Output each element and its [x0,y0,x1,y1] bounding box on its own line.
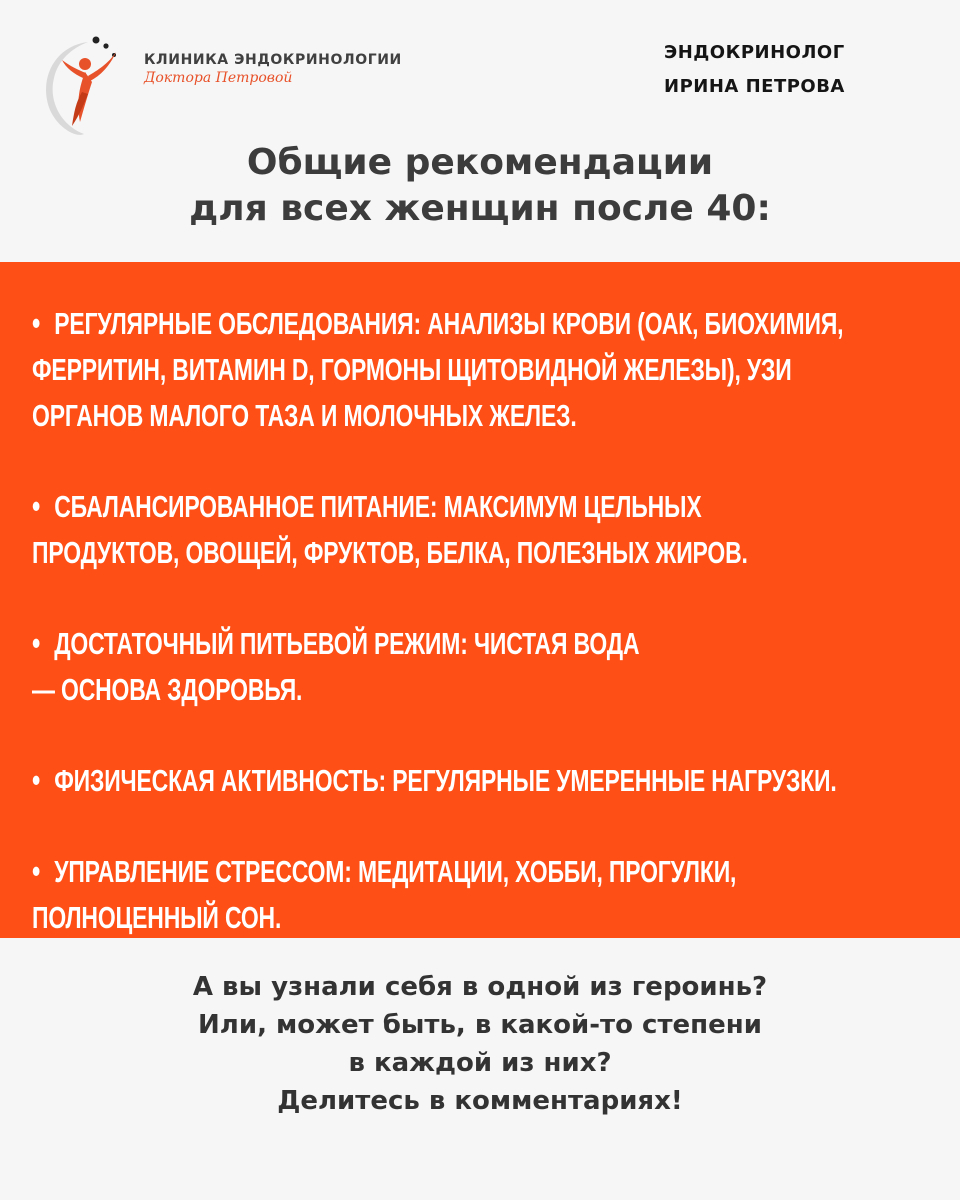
recommendation-checkups [32,300,952,439]
recommendation-line: ПОЛНОЦЕННЫЙ СОН. [32,900,282,935]
recommendation-nutrition [32,483,952,576]
recommendation-stress [32,848,952,941]
bullet-icon: • [32,853,41,889]
clinic-logo [36,30,436,140]
page-title-line-2: для всех женщин после 40: [189,188,771,229]
recommendations-list [32,300,952,941]
page-title [0,140,960,232]
clinic-logo-icon [36,30,146,140]
closing-line-4: Делитесь в комментариях! [277,1086,683,1116]
recommendation-hydration [32,620,952,713]
page-title-line-1: Общие рекомендации [246,142,714,183]
logo-subtitle: Доктора Петровой [144,70,293,86]
closing-line-2: Или, может быть, в какой-то степени [198,1010,762,1040]
closing-line-1: А вы узнали себя в одной из героинь? [192,972,768,1002]
closing-line-3: в каждой из них? [348,1048,612,1078]
logo-text [144,52,444,86]
recommendation-line: ОРГАНОВ МАЛОГО ТАЗА И МОЛОЧНЫХ ЖЕЛЕЗ. [32,398,577,433]
doctor-credit [664,36,904,104]
recommendations-panel [0,262,960,938]
recommendation-line: ДОСТАТОЧНЫЙ ПИТЬЕВОЙ РЕЖИМ: ЧИСТАЯ ВОДА [54,626,640,661]
recommendation-line: СБАЛАНСИРОВАННОЕ ПИТАНИЕ: МАКСИМУМ ЦЕЛЬНЫХ [54,489,702,524]
doctor-role: ЭНДОКРИНОЛОГ [664,42,845,63]
recommendation-line: ФЕРРИТИН, ВИТАМИН D, ГОРМОНЫ ЩИТОВИДНОЙ ЖЕЛЕЗЫ), УЗИ [32,352,792,387]
recommendation-line: ФИЗИЧЕСКАЯ АКТИВНОСТЬ: РЕГУЛЯРНЫЕ УМЕРЕННЫЕ НАГРУЗКИ. [54,763,837,798]
bullet-icon: • [32,488,41,524]
recommendation-line: ПРОДУКТОВ, ОВОЩЕЙ, ФРУКТОВ, БЕЛКА, ПОЛЕЗНЫХ ЖИРОВ. [32,535,748,570]
recommendation-activity [32,757,952,804]
bullet-icon: • [32,305,41,341]
doctor-name: ИРИНА ПЕТРОВА [664,76,845,97]
logo-title: КЛИНИКА ЭНДОКРИНОЛОГИИ [144,52,402,68]
recommendation-line: УПРАВЛЕНИЕ СТРЕССОМ: МЕДИТАЦИИ, ХОББИ, ПРОГУЛКИ, [54,854,737,889]
bullet-icon: • [32,625,41,661]
recommendation-line: РЕГУЛЯРНЫЕ ОБСЛЕДОВАНИЯ: АНАЛИЗЫ КРОВИ (ОАК, БИОХИМИЯ, [54,306,844,341]
closing-question [0,968,960,1120]
recommendation-line: — ОСНОВА ЗДОРОВЬЯ. [32,672,303,707]
header [0,0,960,262]
bullet-icon: • [32,762,41,798]
